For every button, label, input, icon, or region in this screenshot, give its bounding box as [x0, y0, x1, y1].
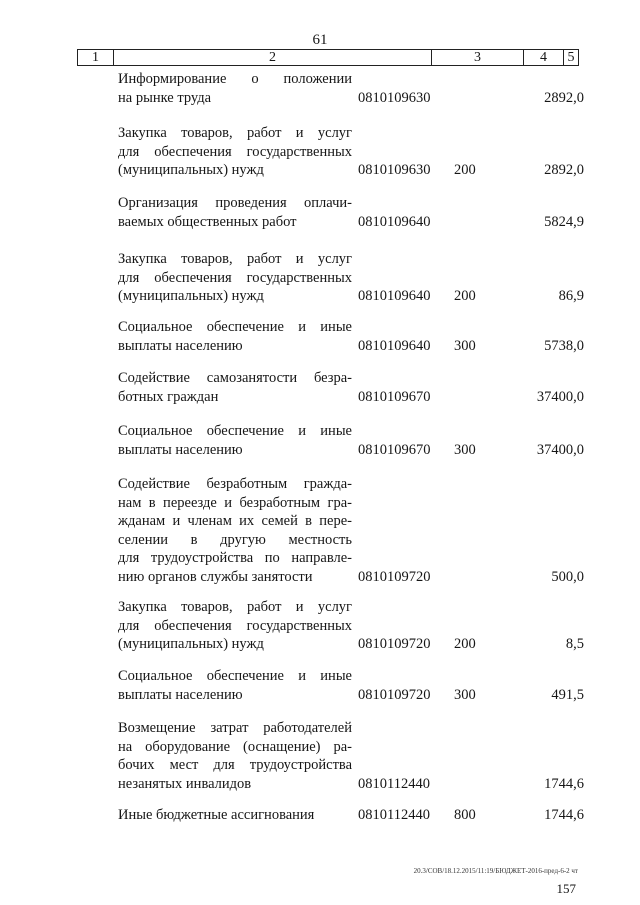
- page-number-bottom: 157: [556, 881, 576, 896]
- description-line: для обеспечения государственных: [118, 617, 352, 634]
- description-line: нию органов службы занятости: [118, 568, 313, 585]
- row-code: 0810109630: [358, 162, 431, 178]
- description-line: незанятых инвалидов: [118, 775, 252, 792]
- row-amount: 86,9: [558, 288, 584, 304]
- row-description: [118, 194, 352, 231]
- row-amount: 8,5: [565, 636, 584, 652]
- description-line: бочих мест для трудоустройства: [118, 757, 352, 773]
- column-header-5: 5: [567, 50, 575, 65]
- row-code: 0810112440: [358, 807, 430, 823]
- row-code: 0810109630: [358, 89, 431, 106]
- row-amount: 5824,9: [544, 213, 584, 230]
- description-line: Закупка товаров, работ и услуг: [118, 251, 352, 267]
- row-description: [118, 70, 352, 107]
- description-line: выплаты населению: [118, 441, 243, 458]
- description-line: (муниципальных) нужд: [118, 636, 264, 652]
- description-line: на оборудование (оснащение) ра-: [118, 738, 352, 755]
- page-number-top: 61: [312, 32, 328, 48]
- row-code: 0810109670: [358, 441, 431, 458]
- description-line: Организация проведения оплачи-: [118, 195, 352, 211]
- row-expense-type: 300: [454, 337, 476, 354]
- row-code: 0810109720: [358, 636, 431, 652]
- column-header-1: 1: [78, 50, 114, 65]
- row-description: [118, 422, 352, 459]
- row-code: 0810109640: [358, 213, 431, 230]
- row-description: [118, 124, 352, 180]
- row-amount: 1744,6: [544, 775, 584, 792]
- row-amount: 1744,6: [544, 807, 584, 823]
- description-line: Информирование о положении: [118, 71, 352, 87]
- row-code: 0810109640: [358, 337, 431, 354]
- row-amount: 37400,0: [536, 388, 584, 405]
- row-expense-type: 200: [454, 636, 476, 652]
- row-expense-type: 300: [454, 441, 476, 458]
- description-line: (муниципальных) нужд: [118, 288, 264, 304]
- column-header-4: 4: [524, 50, 564, 65]
- row-code: 0810109640: [358, 288, 431, 304]
- description-line: селении в другую местность: [118, 531, 352, 548]
- description-line: Социальное обеспечение и иные: [118, 423, 352, 439]
- description-line: Социальное обеспечение и иные: [118, 668, 352, 684]
- description-line: Закупка товаров, работ и услуг: [118, 599, 352, 615]
- description-line: нам в переезде и безработным гра-: [118, 494, 352, 511]
- description-line: выплаты населению: [118, 686, 243, 703]
- row-amount: 2892,0: [544, 89, 584, 106]
- description-line: выплаты населению: [118, 337, 243, 354]
- row-expense-type: 300: [454, 686, 476, 703]
- column-header-2: 2: [114, 50, 432, 65]
- row-code: 0810112440: [358, 775, 430, 792]
- row-code: 0810109720: [358, 568, 431, 585]
- description-line: Социальное обеспечение и иные: [118, 319, 352, 335]
- row-expense-type: 200: [454, 162, 476, 178]
- row-description: [118, 806, 352, 825]
- row-description: [118, 667, 352, 704]
- description-line: на рынке труда: [118, 89, 212, 106]
- row-description: [118, 369, 352, 406]
- description-line: Содействие безработным гражда-: [118, 476, 352, 492]
- description-line: для обеспечения государственных: [118, 143, 352, 160]
- description-line: для обеспечения государственных: [118, 269, 352, 286]
- row-amount: 37400,0: [536, 441, 584, 458]
- description-line: Возмещение затрат работодателей: [118, 720, 352, 736]
- description-line: Содействие самозанятости безра-: [118, 370, 352, 386]
- column-header-3: 3: [432, 50, 524, 65]
- row-description: [118, 318, 352, 355]
- description-line: для трудоустройства по направле-: [118, 550, 352, 566]
- description-line: (муниципальных) нужд: [118, 162, 264, 178]
- row-expense-type: 800: [454, 807, 476, 823]
- row-amount: 500,0: [551, 568, 584, 585]
- description-line: Иные бюджетные ассигнования: [118, 807, 315, 823]
- row-description: [118, 598, 352, 654]
- description-line: жданам и членам их семей в пере-: [118, 513, 352, 529]
- description-line: ваемых общественных работ: [118, 213, 297, 230]
- description-line: Закупка товаров, работ и услуг: [118, 125, 352, 141]
- row-code: 0810109670: [358, 388, 431, 405]
- description-line: ботных граждан: [118, 388, 219, 405]
- row-description: [118, 475, 352, 586]
- footer-reference: 20.3/СОВ/18.12.2015/11:19/БЮДЖЕТ-2016-пред-6-2 чт: [413, 867, 578, 875]
- row-code: 0810109720: [358, 686, 431, 703]
- row-description: [118, 719, 352, 793]
- table-header-row: [77, 49, 579, 66]
- row-amount: 2892,0: [544, 162, 584, 178]
- row-amount: 491,5: [551, 686, 584, 703]
- row-expense-type: 200: [454, 288, 476, 304]
- row-description: [118, 250, 352, 306]
- row-amount: 5738,0: [544, 337, 584, 354]
